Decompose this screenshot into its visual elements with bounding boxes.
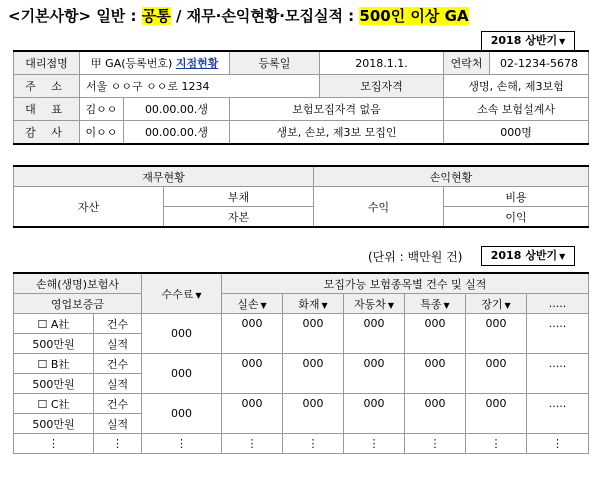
expense-label: 비용 — [444, 187, 589, 207]
perf-value: 000 — [405, 354, 466, 394]
auditor-qualification: 생보, 손보, 제3보 모집인 — [230, 121, 444, 145]
chevron-down-icon: ▼ — [559, 252, 566, 261]
title-prefix: <기본사항> 일반 : — [8, 7, 142, 25]
col-fire-label: 화재 — [298, 297, 320, 311]
col-silson-label: 실손 — [237, 297, 259, 311]
chevron-down-icon: ▼ — [321, 300, 328, 310]
chevron-down-icon: ▼ — [504, 300, 511, 310]
count-label: 건수 — [94, 394, 142, 414]
perf-value: ..... — [527, 354, 589, 394]
deposit-header: 영업보증금 — [14, 294, 142, 314]
title-type: 공통 — [141, 7, 171, 25]
agency-value — [80, 51, 230, 75]
qualification-label: 모집자격 — [320, 75, 444, 98]
finance-header: 재무현황 — [14, 166, 314, 187]
ellipsis: ⋮ — [142, 434, 222, 454]
agency-label: 대리점명 — [14, 51, 80, 75]
col-long-term[interactable] — [466, 294, 527, 314]
reg-date-value: 2018.1.1. — [320, 51, 444, 75]
perf-value: 000 — [222, 354, 283, 394]
fee-header-label: 수수료 — [161, 287, 194, 301]
count-label: 건수 — [94, 314, 142, 334]
perf-header: 모집가능 보험종목별 건수 및 실적 — [222, 273, 589, 294]
period-dropdown-bottom-label: 2018 상반기 — [490, 249, 558, 262]
period-dropdown-bottom[interactable] — [481, 246, 575, 266]
chevron-down-icon: ▼ — [387, 300, 395, 310]
col-special-label: 특종 — [420, 297, 442, 311]
perf-value: 000 — [344, 314, 405, 354]
result-label: 실적 — [94, 414, 142, 434]
rep-affiliation: 소속 보험설계사 — [444, 98, 589, 121]
perf-value: 000 — [344, 354, 405, 394]
col-auto-label: 자동차 — [353, 297, 386, 311]
perf-value: 000 — [466, 394, 527, 434]
period-dropdown-top-label: 2018 상반기 — [490, 34, 558, 47]
contact-value: 02-1234-5678 — [490, 51, 589, 75]
auditor-birth: 00.00.00.생 — [124, 121, 230, 145]
perf-value: ..... — [527, 314, 589, 354]
finance-table — [13, 165, 589, 228]
insurer-checkbox[interactable]: ☐ B社 — [14, 354, 94, 374]
title-middle: / 재무·손익현황·모집실적 : — [170, 7, 360, 25]
col-more: ..... — [527, 294, 589, 314]
perf-value: 000 — [222, 394, 283, 434]
ellipsis-row — [14, 434, 589, 454]
ellipsis: ⋮ — [344, 434, 405, 454]
fee-header[interactable] — [142, 273, 222, 314]
perf-value: 000 — [344, 394, 405, 434]
unit-label: (단위 : 백만원 건) — [368, 250, 463, 264]
revenue-label: 수익 — [314, 187, 444, 228]
perf-value: ..... — [527, 394, 589, 434]
perf-value: 000 — [466, 314, 527, 354]
perf-value: 000 — [405, 314, 466, 354]
result-label: 실적 — [94, 334, 142, 354]
profit-label: 이익 — [444, 207, 589, 228]
fee-value: 000 — [142, 354, 222, 394]
reg-date-label: 등록일 — [230, 51, 320, 75]
auditor-count: 000명 — [444, 121, 589, 145]
period-dropdown-top[interactable] — [481, 31, 575, 51]
chevron-down-icon: ▼ — [443, 300, 450, 310]
ellipsis: ⋮ — [466, 434, 527, 454]
address-value: 서울 ㅇㅇ구 ㅇㅇ로 1234 — [80, 75, 320, 98]
result-label: 실적 — [94, 374, 142, 394]
performance-table — [13, 272, 589, 454]
insurer-checkbox[interactable]: ☐ A社 — [14, 314, 94, 334]
perf-value: 000 — [283, 394, 344, 434]
chevron-down-icon: ▼ — [195, 290, 202, 300]
ellipsis: ⋮ — [14, 434, 94, 454]
rep-name: 김ㅇㅇ — [80, 98, 124, 121]
table-row — [14, 354, 589, 374]
auditor-name: 이ㅇㅇ — [80, 121, 124, 145]
perf-value: 000 — [283, 354, 344, 394]
col-special[interactable] — [405, 294, 466, 314]
contact-label: 연락처 — [444, 51, 490, 75]
address-label: 주 소 — [14, 75, 80, 98]
auditor-label: 감 사 — [14, 121, 80, 145]
perf-value: 000 — [405, 394, 466, 434]
perf-value: 000 — [222, 314, 283, 354]
fee-value: 000 — [142, 314, 222, 354]
page-title — [8, 3, 469, 29]
col-auto[interactable] — [344, 294, 405, 314]
ellipsis: ⋮ — [94, 434, 142, 454]
assets-label: 자산 — [14, 187, 164, 228]
col-silson[interactable] — [222, 294, 283, 314]
deposit-value: 500만원 — [14, 414, 94, 434]
liabilities-label: 부채 — [164, 187, 314, 207]
deposit-value: 500만원 — [14, 334, 94, 354]
qualification-value: 생명, 손해, 제3보험 — [444, 75, 589, 98]
insurer-header: 손해(생명)보험사 — [14, 273, 142, 294]
agency-name: 甲 GA(등록번호) — [90, 57, 173, 70]
table-row — [14, 314, 589, 334]
info-table — [13, 50, 589, 145]
ellipsis: ⋮ — [222, 434, 283, 454]
chevron-down-icon: ▼ — [260, 300, 267, 310]
rep-birth: 00.00.00.생 — [124, 98, 230, 121]
perf-value: 000 — [283, 314, 344, 354]
table-row — [14, 394, 589, 414]
deposit-value: 500만원 — [14, 374, 94, 394]
col-long-term-label: 장기 — [481, 297, 503, 311]
insurer-checkbox[interactable]: ☐ C社 — [14, 394, 94, 414]
pl-header: 손익현황 — [314, 166, 589, 187]
ellipsis: ⋮ — [283, 434, 344, 454]
branch-status-link[interactable]: 지점현황 — [175, 57, 219, 70]
chevron-down-icon: ▼ — [559, 37, 566, 46]
fee-value: 000 — [142, 394, 222, 434]
equity-label: 자본 — [164, 207, 314, 228]
ellipsis: ⋮ — [405, 434, 466, 454]
count-label: 건수 — [94, 354, 142, 374]
rep-label: 대 표 — [14, 98, 80, 121]
rep-qualification: 보험모집자격 없음 — [230, 98, 444, 121]
title-scope: 500인 이상 GA — [359, 7, 469, 25]
ellipsis: ⋮ — [527, 434, 589, 454]
col-fire[interactable] — [283, 294, 344, 314]
perf-value: 000 — [466, 354, 527, 394]
